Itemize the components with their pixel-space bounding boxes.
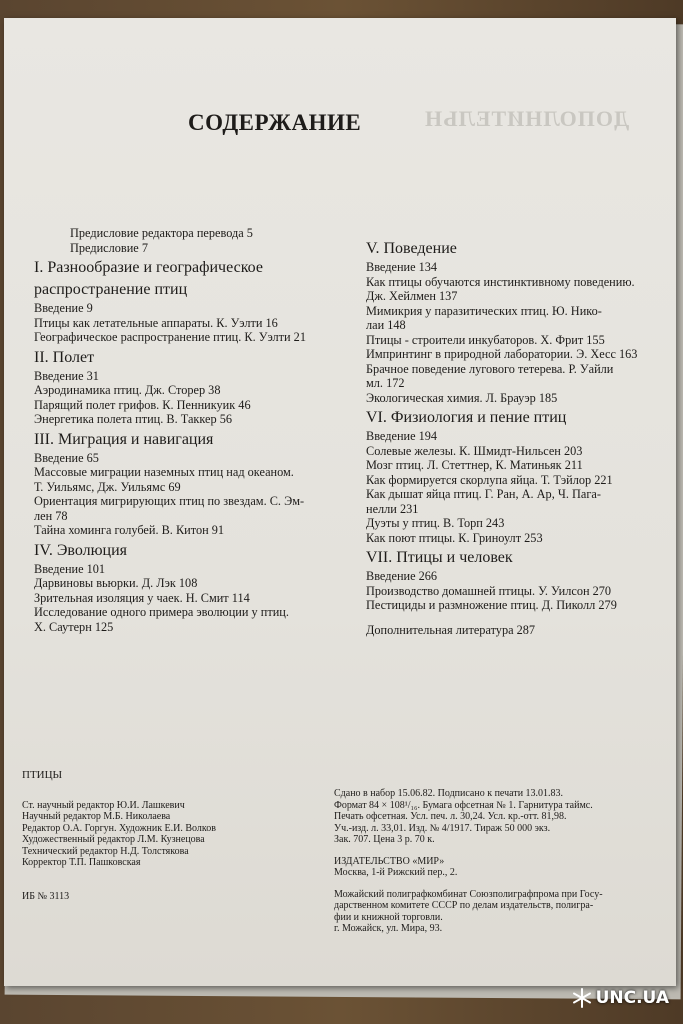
credits-block [22, 770, 216, 902]
toc-entry: Географическое распространение птиц. К. Уэлти 21 [34, 330, 306, 344]
toc-entry: Массовые миграции наземных птиц над океаном. [34, 465, 294, 479]
toc-entry: лаи 148 [366, 318, 406, 332]
toc-entry: Брачное поведение лугового тетерева. Р. Уайли [366, 361, 614, 376]
toc-entry: Введение 266 [366, 569, 438, 583]
imprint-line: г. Можайск, ул. Мира, 93. [334, 923, 443, 934]
imprint-line: ИЗДАТЕЛЬСТВО «МИР» [334, 855, 445, 867]
section-heading: I. Разнообразие и географическое [34, 259, 263, 276]
toc-entry: Зрительная изоляция у чаек. Н. Смит 114 [34, 590, 250, 605]
toc-entry: Производство домашней птицы. У. Уилсон 270 [366, 583, 612, 598]
imprint-line: Москва, 1-й Рижский пер., 2. [334, 867, 458, 878]
toc-entry: Ориентация мигрирующих птиц по звездам. С. Эм- [34, 494, 305, 508]
imprint-line: фии и книжной торговли. [334, 911, 443, 923]
imprint-line: Сдано в набор 15.06.82. Подписано к печати 13.01.83. [334, 788, 564, 799]
toc-entry: Как поют птицы. К. Гриноулт 253 [366, 530, 543, 545]
toc-entry: Исследование одного примера эволюции у птиц. [34, 605, 289, 619]
section-heading: распространение птиц [34, 281, 188, 298]
toc-entry: Дуэты у птиц. В. Торп 243 [366, 516, 505, 530]
toc-entry: Как формируется скорлупа яйца. Т. Тэйлор 221 [366, 472, 613, 487]
section-heading: IV. Эволюция [34, 541, 128, 559]
toc-entry: Птицы - строители инкубаторов. Х. Фрит 155 [366, 332, 605, 347]
section-heading: VI. Физиология и пение птиц [366, 409, 567, 426]
toc-entry: Предисловие редактора перевода 5 [70, 226, 253, 240]
imprint-line: Зак. 707. Цена 3 р. 70 к. [334, 834, 435, 845]
section-heading: VII. Птицы и человек [366, 549, 513, 566]
toc-entry: Птицы как летательные аппараты. К. Уэлти 16 [34, 315, 278, 330]
imprint-line: Печать офсетная. Усл. печ. л. 30,24. Усл. кр.-отт. 81,98. [334, 811, 567, 822]
imprint-line: Корректор Т.П. Пашковская [22, 857, 141, 868]
toc-entry: Пестициды и размножение птиц. Д. Пиколл 279 [366, 598, 617, 612]
bleed-through-text: ДОПОЛНИТЕЛЬН [424, 106, 630, 131]
imprint-block [334, 788, 664, 935]
imprint-line: Уч.-изд. л. 33,01. Изд. № 4/1917. Тираж 50 000 экз. [334, 822, 551, 834]
imprint-line: Технический редактор Н.Д. Толстякова [22, 845, 189, 857]
toc-entry: Энергетика полета птиц. В. Таккер 56 [34, 412, 233, 426]
ib-number: ИБ № 3113 [22, 890, 70, 902]
toc-entry: Введение 9 [34, 301, 93, 315]
imprint-line: Редактор О.А. Горгун. Художник Е.И. Волков [22, 822, 216, 834]
toc-entry: Х. Саутерн 125 [34, 619, 114, 634]
toc-entry: Парящий полет грифов. К. Пенникуик 46 [34, 397, 251, 412]
section-heading: III. Миграция и навигация [34, 430, 214, 448]
watermark [572, 988, 669, 1008]
toc-entry: Аэродинамика птиц. Дж. Сторер 38 [34, 383, 221, 397]
toc-entry: Как птицы обучаются инстинктивному поведению. [366, 274, 635, 289]
toc-entry: Мозг птиц. Л. Стеттнер, К. Матиньяк 211 [366, 458, 583, 472]
toc-entry: Введение 101 [34, 561, 106, 576]
toc-entry: Как дышат яйца птиц. Г. Ран, А. Ар, Ч. Пага- [366, 487, 601, 501]
toc-entry: Введение 65 [34, 450, 99, 465]
toc-entry: Солевые железы. К. Шмидт-Нильсен 203 [366, 443, 583, 458]
toc-left-column [34, 226, 334, 634]
toc-entry: Т. Уильямс, Дж. Уильямс 69 [34, 479, 181, 494]
imprint-line: Художественный редактор Л.М. Кузнецова [22, 834, 205, 845]
imprint-line: Научный редактор М.Б. Николаева [22, 811, 171, 822]
toc-entry: Дж. Хейлмен 137 [366, 289, 458, 303]
toc-entry: нелли 231 [366, 501, 419, 516]
toc-entry: Введение 134 [366, 260, 438, 274]
toc-entry: Тайна хоминга голубей. В. Китон 91 [34, 523, 225, 537]
imprint-line: Можайский полиграфкомбинат Союзполиграфпрома при Госу- [334, 888, 603, 900]
toc-entry: Дарвиновы вьюрки. Д. Лэк 108 [34, 576, 198, 590]
snowflake-icon [572, 988, 592, 1008]
book-name: ПТИЦЫ [22, 769, 63, 781]
toc-entry: мл. 172 [366, 376, 405, 390]
toc-right-column [366, 236, 656, 637]
book-page [4, 18, 676, 986]
toc-entry: Введение 31 [34, 368, 99, 383]
toc-entry: Введение 194 [366, 429, 438, 443]
section-heading: II. Полет [34, 348, 95, 366]
toc-entry: Дополнительная литература 287 [366, 622, 536, 637]
imprint-line: Формат 84 × 108¹/₁₆. Бумага офсетная № 1. Гарнитура таймс. [334, 799, 593, 811]
imprint-line: Ст. научный редактор Ю.И. Лашкевич [22, 799, 185, 811]
toc-entry: Импринтинг в природной лаборатории. Э. Хесс 163 [366, 347, 638, 361]
toc-entry: Экологическая химия. Л. Брауэр 185 [366, 390, 558, 405]
toc-entry: лен 78 [34, 508, 68, 523]
imprint-line: дарственном комитете СССР по делам издательств, полигра- [334, 900, 594, 911]
section-heading: V. Поведение [366, 240, 457, 257]
toc-entry: Предисловие 7 [70, 240, 148, 255]
toc-entry: Мимикрия у паразитических птиц. Ю. Нико- [366, 303, 602, 318]
watermark-text: UNC.UA [595, 988, 669, 1008]
page-title: СОДЕРЖАНИЕ [188, 110, 362, 135]
